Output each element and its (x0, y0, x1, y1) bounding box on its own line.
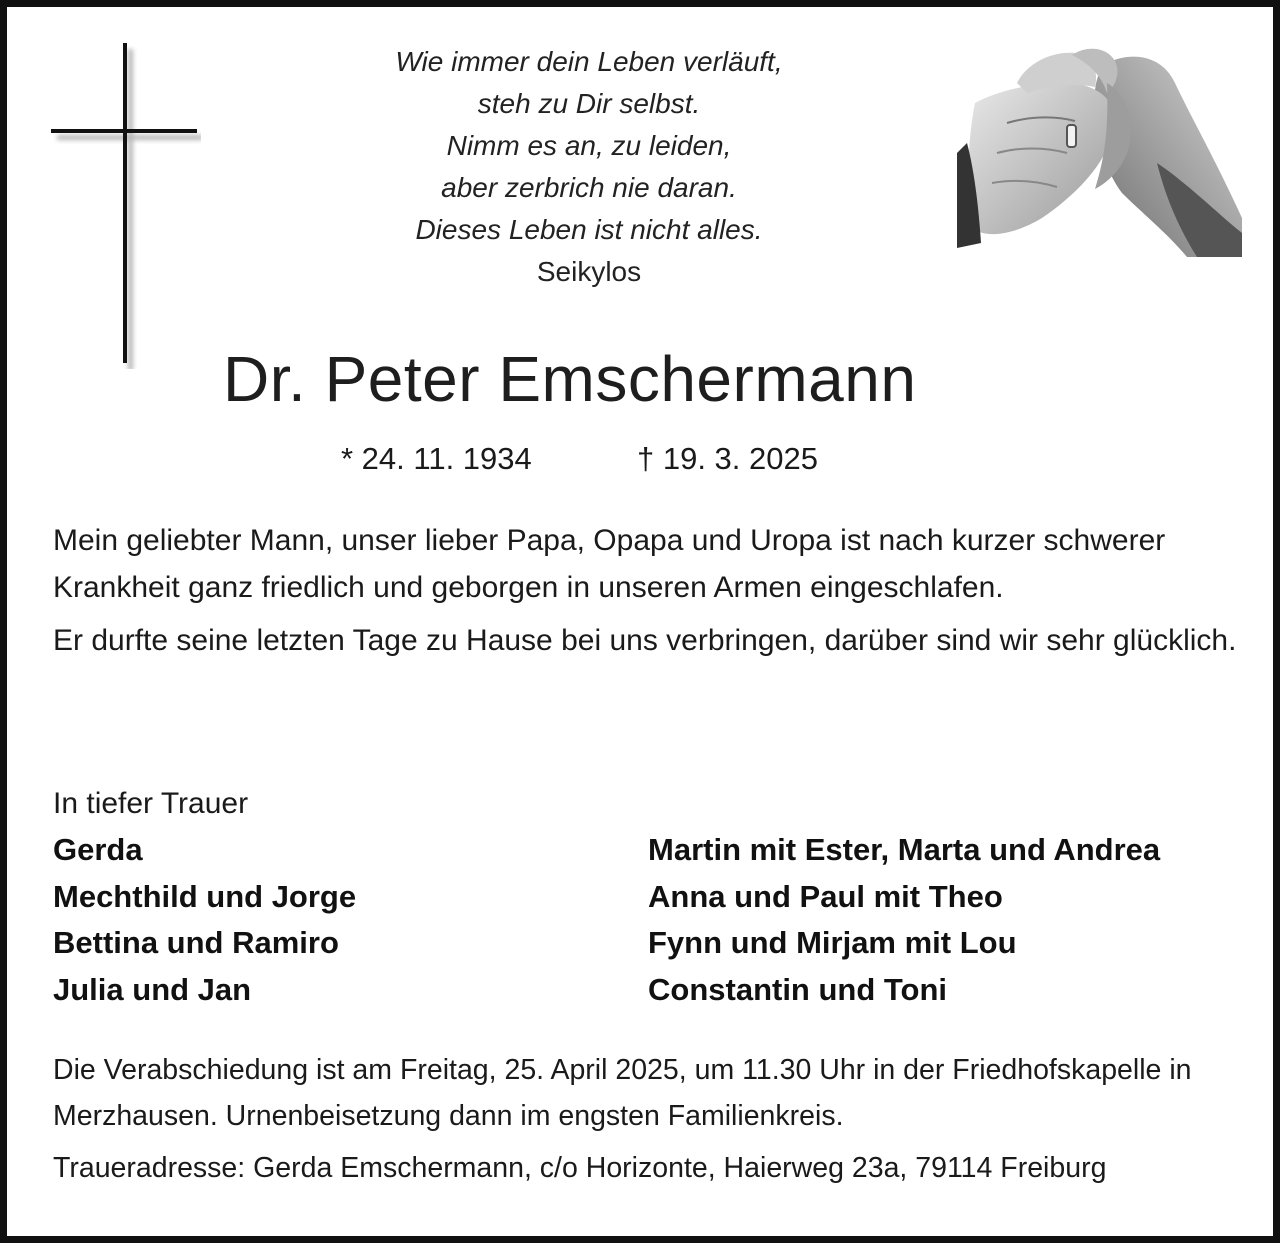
mourners-right-column (648, 827, 1160, 1013)
poem-author: Seikylos (536, 256, 642, 287)
deceased-name: Dr. Peter Emschermann (223, 343, 917, 415)
poem-line: Dieses Leben ist nicht alles. (415, 214, 763, 245)
funeral-info: Die Verabschiedung ist am Freitag, 25. April 2025, um 11.30 Uhr in der Friedhofskapelle in Merzhausen. Urnenbeisetzung dann im engsten Familienkreis. (53, 1054, 1192, 1132)
mourner-name: Mechthild und Jorge (53, 878, 357, 914)
holding-hands-photo (957, 43, 1247, 257)
cross-icon (51, 43, 201, 369)
mourner-name: Martin mit Ester, Marta und Andrea (648, 832, 1161, 867)
message-text (53, 517, 1243, 670)
poem-line: Nimm es an, zu leiden, (446, 130, 732, 161)
mourner-name: Bettina und Ramiro (53, 925, 339, 960)
mourner-name: Gerda (53, 832, 143, 867)
poem (337, 41, 841, 293)
mourner-name: Constantin und Toni (648, 971, 948, 1007)
mourning-address: Traueradresse: Gerda Emschermann, c/o Horizonte, Haierweg 23a, 79114 Freiburg (53, 1152, 1107, 1184)
mourner-name: Anna und Paul mit Theo (648, 878, 1003, 914)
birth-date: * 24. 11. 1934 (341, 441, 532, 476)
mourning-intro: In tiefer Trauer (53, 787, 249, 820)
message-paragraph: Er durfte seine letzten Tage zu Hause bei uns verbringen, darüber sind wir sehr glücklich. (53, 624, 1237, 657)
poem-line: Wie immer dein Leben verläuft, (395, 46, 783, 77)
poem-line: aber zerbrich nie daran. (441, 172, 737, 203)
message-paragraph: Mein geliebter Mann, unser lieber Papa, Opapa und Uropa ist nach kurzer schwerer Krankheit ganz friedlich und geborgen in unseren Armen eingeschlafen. (53, 524, 1166, 604)
poem-line: steh zu Dir selbst. (477, 88, 701, 119)
death-date: † 19. 3. 2025 (637, 441, 818, 476)
mourners-left-column (53, 827, 356, 1013)
mourner-name: Fynn und Mirjam mit Lou (648, 925, 1017, 960)
mourner-name: Julia und Jan (53, 971, 252, 1007)
